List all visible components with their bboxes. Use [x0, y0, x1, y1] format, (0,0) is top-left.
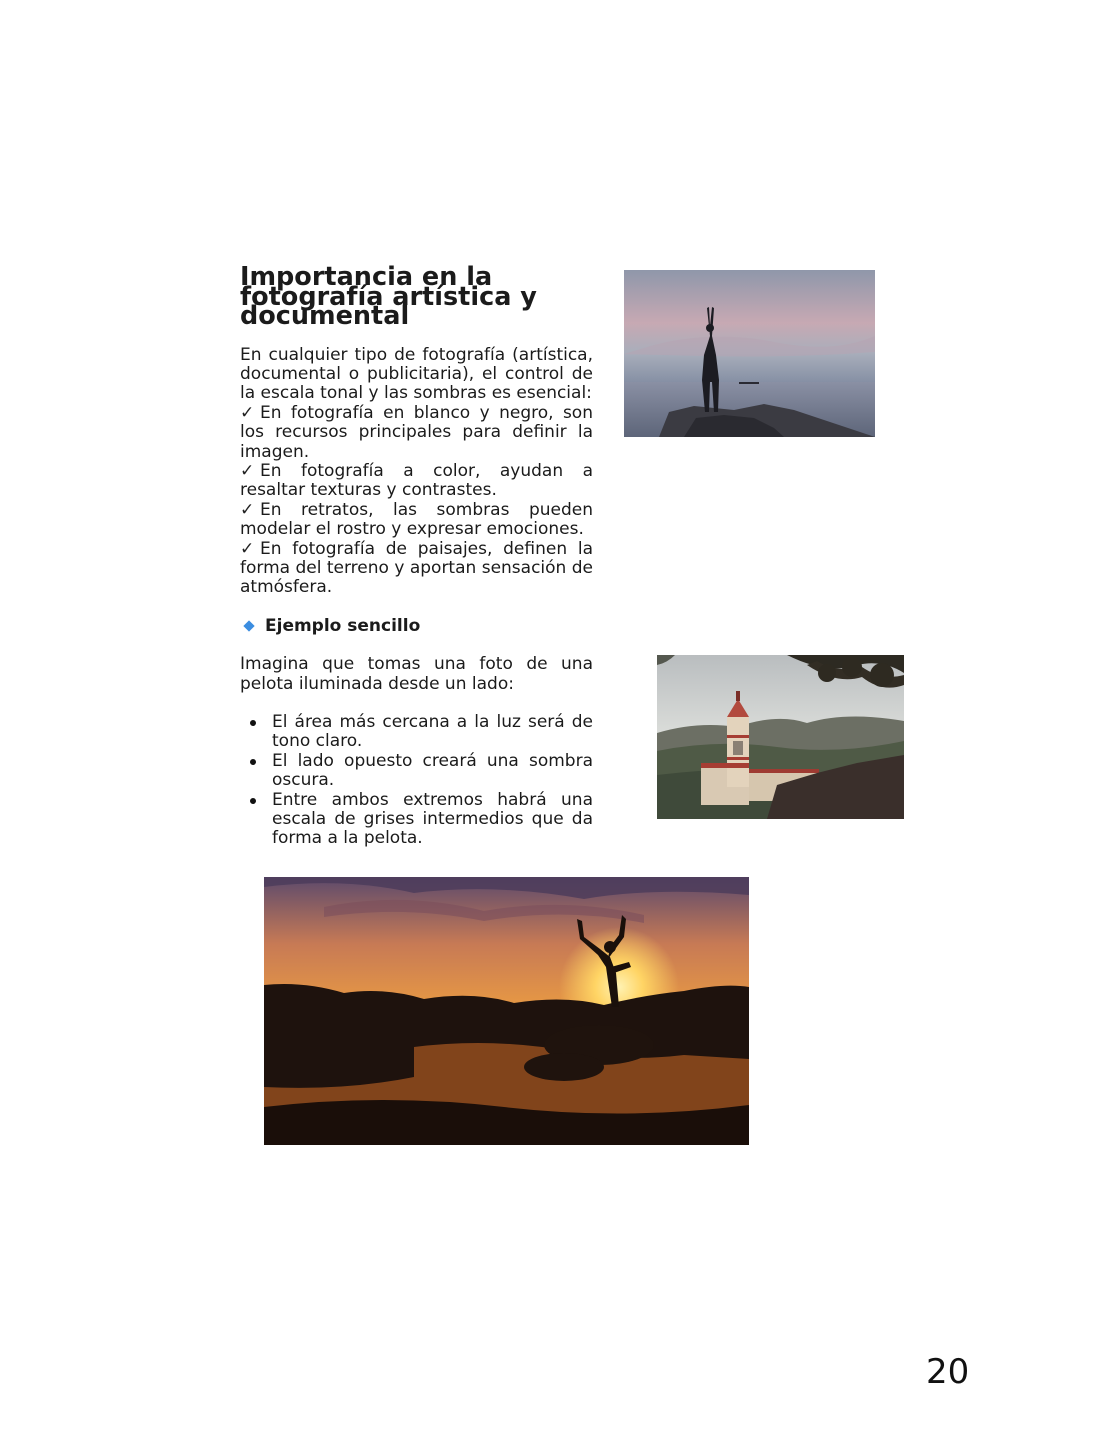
- text-column: [240, 262, 593, 849]
- check-item: ✓ En fotografía en blanco y negro, son los recursos principales para definir la imagen.: [240, 402, 593, 462]
- section-intro: En cualquier tipo de fotografía (artística, documental o publicitaria), el control de la escala tonal y las sombras es esencial:: [240, 344, 593, 404]
- blue-diamond-icon: [243, 621, 254, 632]
- check-mark-icon: ✓: [240, 538, 255, 559]
- check-item: ✓ En retratos, las sombras pueden modelar el rostro y expresar emociones.: [240, 499, 593, 540]
- list-item: Entre ambos extremos habrá una escala de grises intermedios que da forma a la pelota.: [240, 791, 593, 849]
- check-mark-icon: ✓: [240, 460, 255, 481]
- bullet-dot: [250, 798, 256, 804]
- check-mark-icon: ✓: [240, 402, 255, 423]
- list-item: El área más cercana a la luz será de tono claro.: [240, 713, 593, 752]
- bullet-list: [240, 713, 593, 849]
- page-number: 20: [926, 1352, 970, 1392]
- example-heading: Ejemplo sencillo: [265, 615, 421, 636]
- example-heading-row: [240, 617, 593, 636]
- section-heading: Importancia en la fotografía artística y documental: [240, 262, 537, 331]
- photo-yoga-silhouette-sea: [624, 270, 875, 437]
- bullet-dot: [250, 720, 256, 726]
- check-item: ✓ En fotografía de paisajes, definen la forma del terreno y aportan sensación de atmósfera.: [240, 538, 593, 598]
- check-item: ✓ En fotografía a color, ayudan a resaltar texturas y contrastes.: [240, 460, 593, 501]
- example-intro: Imagina que tomas una foto de una pelota iluminada desde un lado:: [240, 654, 593, 694]
- check-list: [240, 404, 593, 598]
- photo-dancer-silhouette-sunset: [264, 877, 749, 1145]
- check-mark-icon: ✓: [240, 499, 255, 520]
- list-item: El lado opuesto creará una sombra oscura.: [240, 752, 593, 791]
- bullet-dot: [250, 759, 256, 765]
- photo-church-tower-mountains: [657, 655, 904, 819]
